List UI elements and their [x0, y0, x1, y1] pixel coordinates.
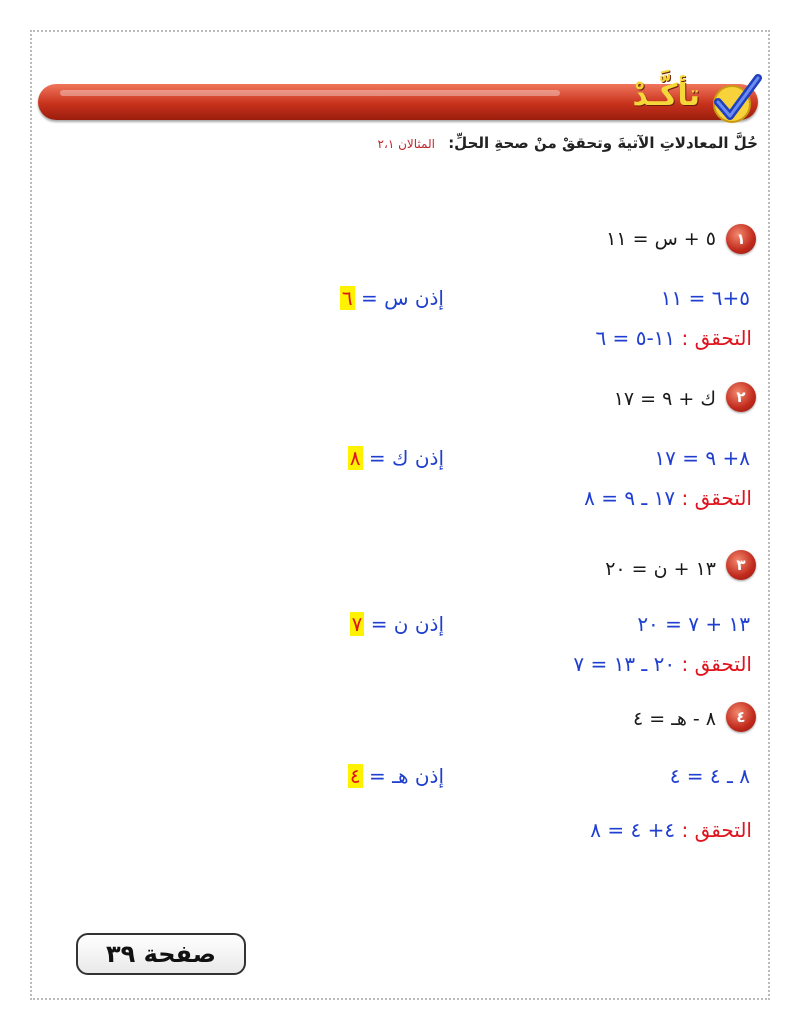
result-line	[340, 286, 444, 310]
problem-number-badge: ٢	[726, 382, 756, 412]
check-equation: ٢٠ ـ ١٣ = ٧	[573, 652, 676, 676]
check-equation: ١١-٥ = ٦	[595, 326, 676, 350]
result-label: إذن هـ =	[368, 764, 444, 788]
check-label: التحقق :	[681, 326, 752, 350]
result-line	[348, 446, 444, 470]
check-line	[573, 652, 752, 676]
work-equation: ٨ ـ ٤ = ٤	[669, 764, 750, 788]
problem-number-badge: ١	[726, 224, 756, 254]
result-label: إذن س =	[360, 286, 444, 310]
check-equation: ٤+ ٤ = ٨	[590, 818, 676, 842]
check-equation: ١٧ ـ ٩ = ٨	[584, 486, 676, 510]
example-reference: المثالان ٢،١	[377, 137, 435, 151]
banner-highlight	[60, 90, 560, 96]
result-label: إذن ن =	[370, 612, 444, 636]
work-equation: ٨+ ٩ = ١٧	[654, 446, 750, 470]
result-line	[350, 612, 444, 636]
check-line	[584, 486, 752, 510]
check-line	[595, 326, 752, 350]
problem-equation: ١٣ + ن = ٢٠	[605, 558, 716, 580]
checkmark-icon	[708, 72, 764, 128]
banner-title: تأكَّـدْ	[632, 78, 700, 113]
problem-number-badge: ٤	[726, 702, 756, 732]
problem-equation: ك + ٩ = ١٧	[613, 388, 716, 410]
check-line	[590, 818, 752, 842]
result-value: ٦	[341, 286, 353, 310]
result-line	[348, 764, 444, 788]
page-number-label: صفحة ٣٩	[76, 933, 246, 975]
work-equation: ٥+٦ = ١١	[660, 286, 750, 310]
instruction-main: حُلَّ المعادلاتِ الآتيةَ وتحققْ منْ صحةِ الحلِّ:	[448, 134, 758, 152]
problem-number-badge: ٣	[726, 550, 756, 580]
page-border	[30, 30, 770, 1000]
check-label: التحقق :	[681, 486, 752, 510]
result-value: ٤	[349, 764, 361, 788]
problem-equation: ٥ + س = ١١	[606, 228, 716, 250]
check-label: التحقق :	[681, 652, 752, 676]
result-value: ٨	[349, 446, 361, 470]
check-label: التحقق :	[681, 818, 752, 842]
problem-equation: ٨ - هـ = ٤	[633, 708, 716, 730]
work-equation: ١٣ + ٧ = ٢٠	[637, 612, 750, 636]
instruction-text	[378, 134, 759, 152]
result-label: إذن ك =	[368, 446, 444, 470]
result-value: ٧	[351, 612, 363, 636]
